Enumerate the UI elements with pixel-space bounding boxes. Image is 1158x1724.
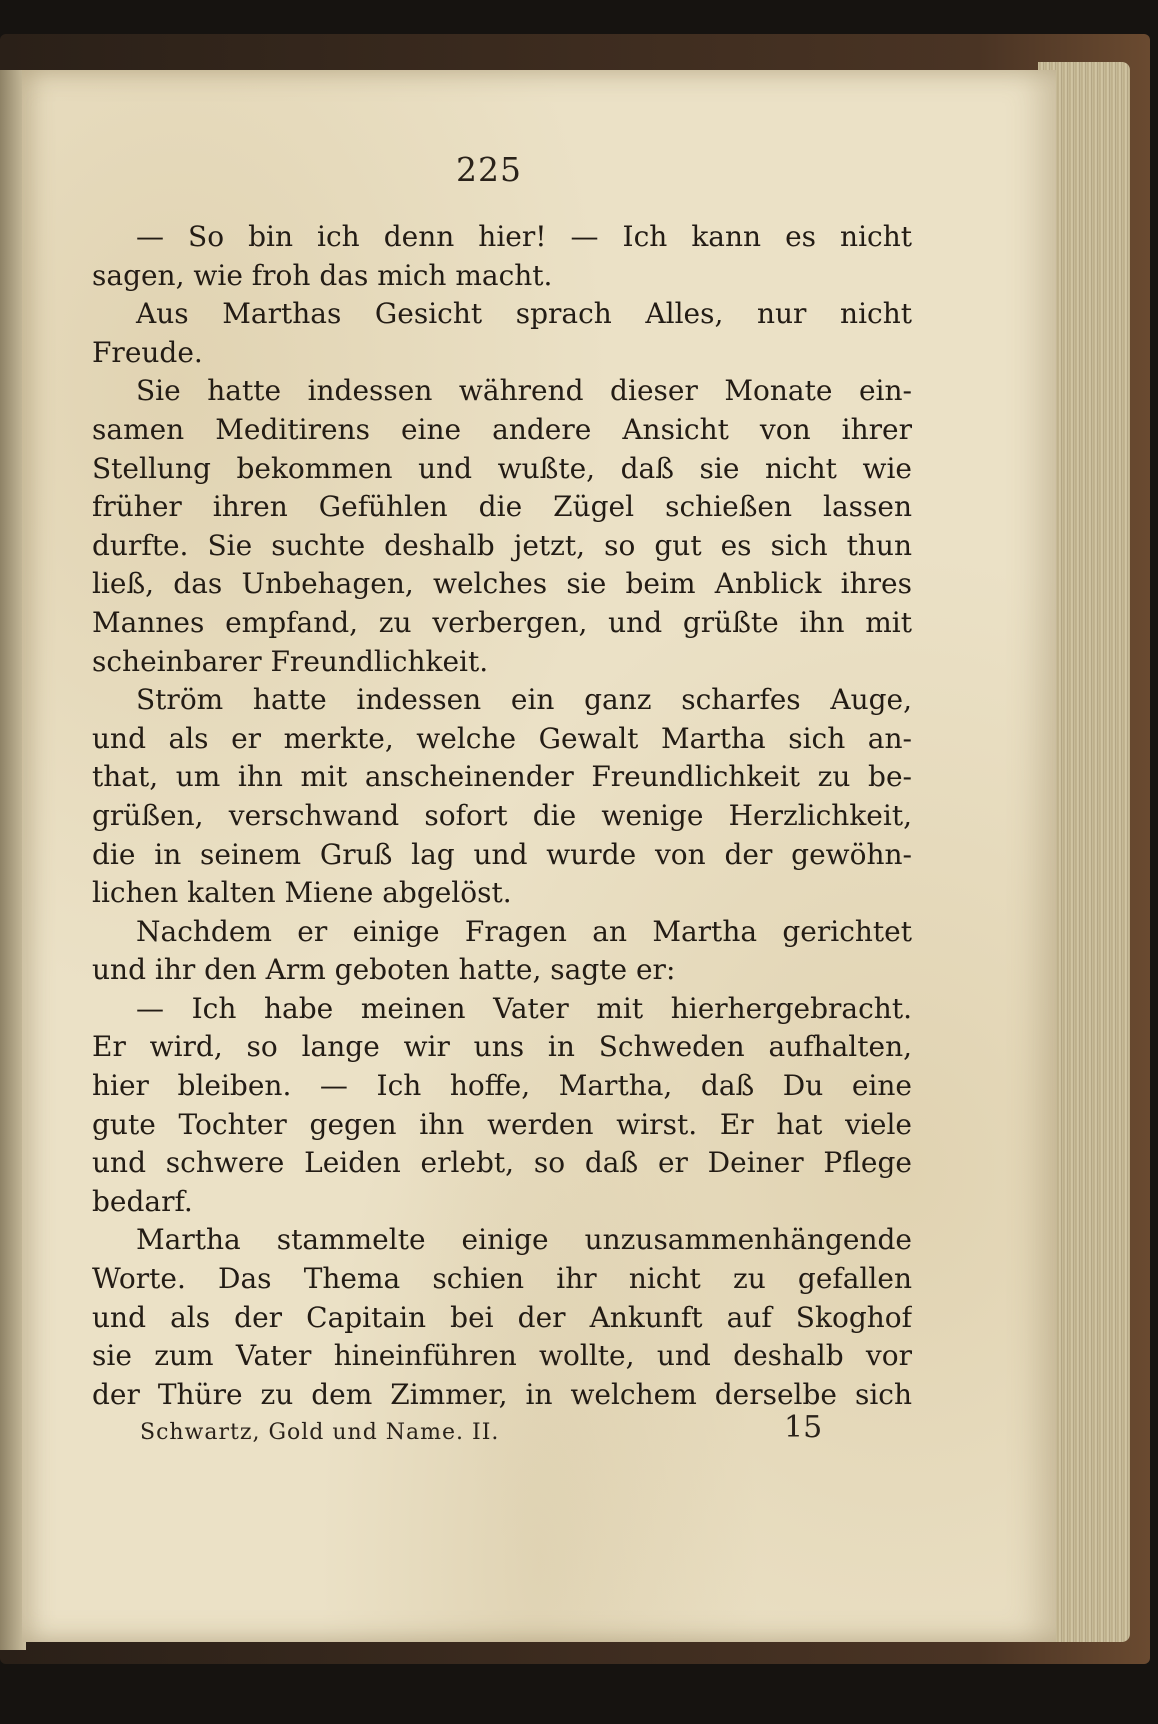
text-line: samen Meditirens eine andere Ansicht von ihrer [92, 412, 912, 446]
text-line: sie zum Vater hineinführen wollte, und deshalb vor [92, 1339, 912, 1373]
text-line: bedarf. [92, 1184, 193, 1218]
text-line: hier bleiben. — Ich hoffe, Martha, daß Du eine [92, 1069, 912, 1103]
signature-mark: Schwartz, Gold und Name. II. [140, 1420, 500, 1445]
text-line: Sie hatte indessen während dieser Monate ein- [136, 374, 912, 408]
text-line: gute Tochter gegen ihn werden wirst. Er hat viele [92, 1107, 912, 1141]
text-line: Worte. Das Thema schien ihr nicht zu gefallen [92, 1262, 912, 1296]
text-line: ließ, das Unbehagen, welches sie beim Anblick ihres [92, 567, 912, 601]
text-line: die in seinem Gruß lag und wurde von der gewöhn- [92, 837, 912, 871]
text-line: durfte. Sie suchte deshalb jetzt, so gut es sich thun [92, 528, 912, 562]
text-line: Freude. [92, 335, 203, 369]
page-footer [92, 1410, 912, 1456]
body-text [92, 218, 912, 1414]
text-line: und ihr den Arm geboten hatte, sagte er: [92, 953, 676, 987]
text-line: Ström hatte indessen ein ganz scharfes Auge, [136, 683, 912, 717]
text-line: der Thüre zu dem Zimmer, in welchem derselbe sich [92, 1377, 912, 1411]
text-line: scheinbarer Freundlichkeit. [92, 644, 489, 678]
text-line: — So bin ich denn hier! — Ich kann es nicht [136, 220, 912, 253]
text-line: und schwere Leiden erlebt, so daß er Deiner Pflege [92, 1146, 912, 1180]
sheet-number: 15 [784, 1410, 823, 1445]
text-line: grüßen, verschwand sofort die wenige Herzlichkeit, [92, 798, 912, 832]
text-line: Stellung bekommen und wußte, daß sie nicht wie [92, 451, 912, 485]
text-line: früher ihren Gefühlen die Zügel schießen lassen [92, 490, 912, 524]
page-number: 225 [456, 150, 522, 189]
text-line: und als er merkte, welche Gewalt Martha sich an- [92, 721, 912, 755]
text-line: Er wird, so lange wir uns in Schweden aufhalten, [92, 1030, 912, 1064]
text-line: that, um ihn mit anscheinender Freundlichkeit zu be- [92, 760, 912, 794]
text-line: und als der Capitain bei der Ankunft auf Skoghof [92, 1300, 912, 1334]
text-line: Martha stammelte einige unzusammenhängende [136, 1223, 912, 1257]
text-line: Nachdem er einige Fragen an Martha gerichtet [136, 914, 912, 948]
text-line: sagen, wie froh das mich macht. [92, 258, 553, 292]
book-page [22, 70, 1056, 1642]
text-line: lichen kalten Miene abgelöst. [92, 876, 512, 910]
text-line: Mannes empfand, zu verbergen, und grüßte ihn mit [92, 605, 912, 639]
text-line: Aus Marthas Gesicht sprach Alles, nur nicht [136, 297, 912, 331]
text-line: — Ich habe meinen Vater mit hierhergebracht. [136, 991, 912, 1025]
